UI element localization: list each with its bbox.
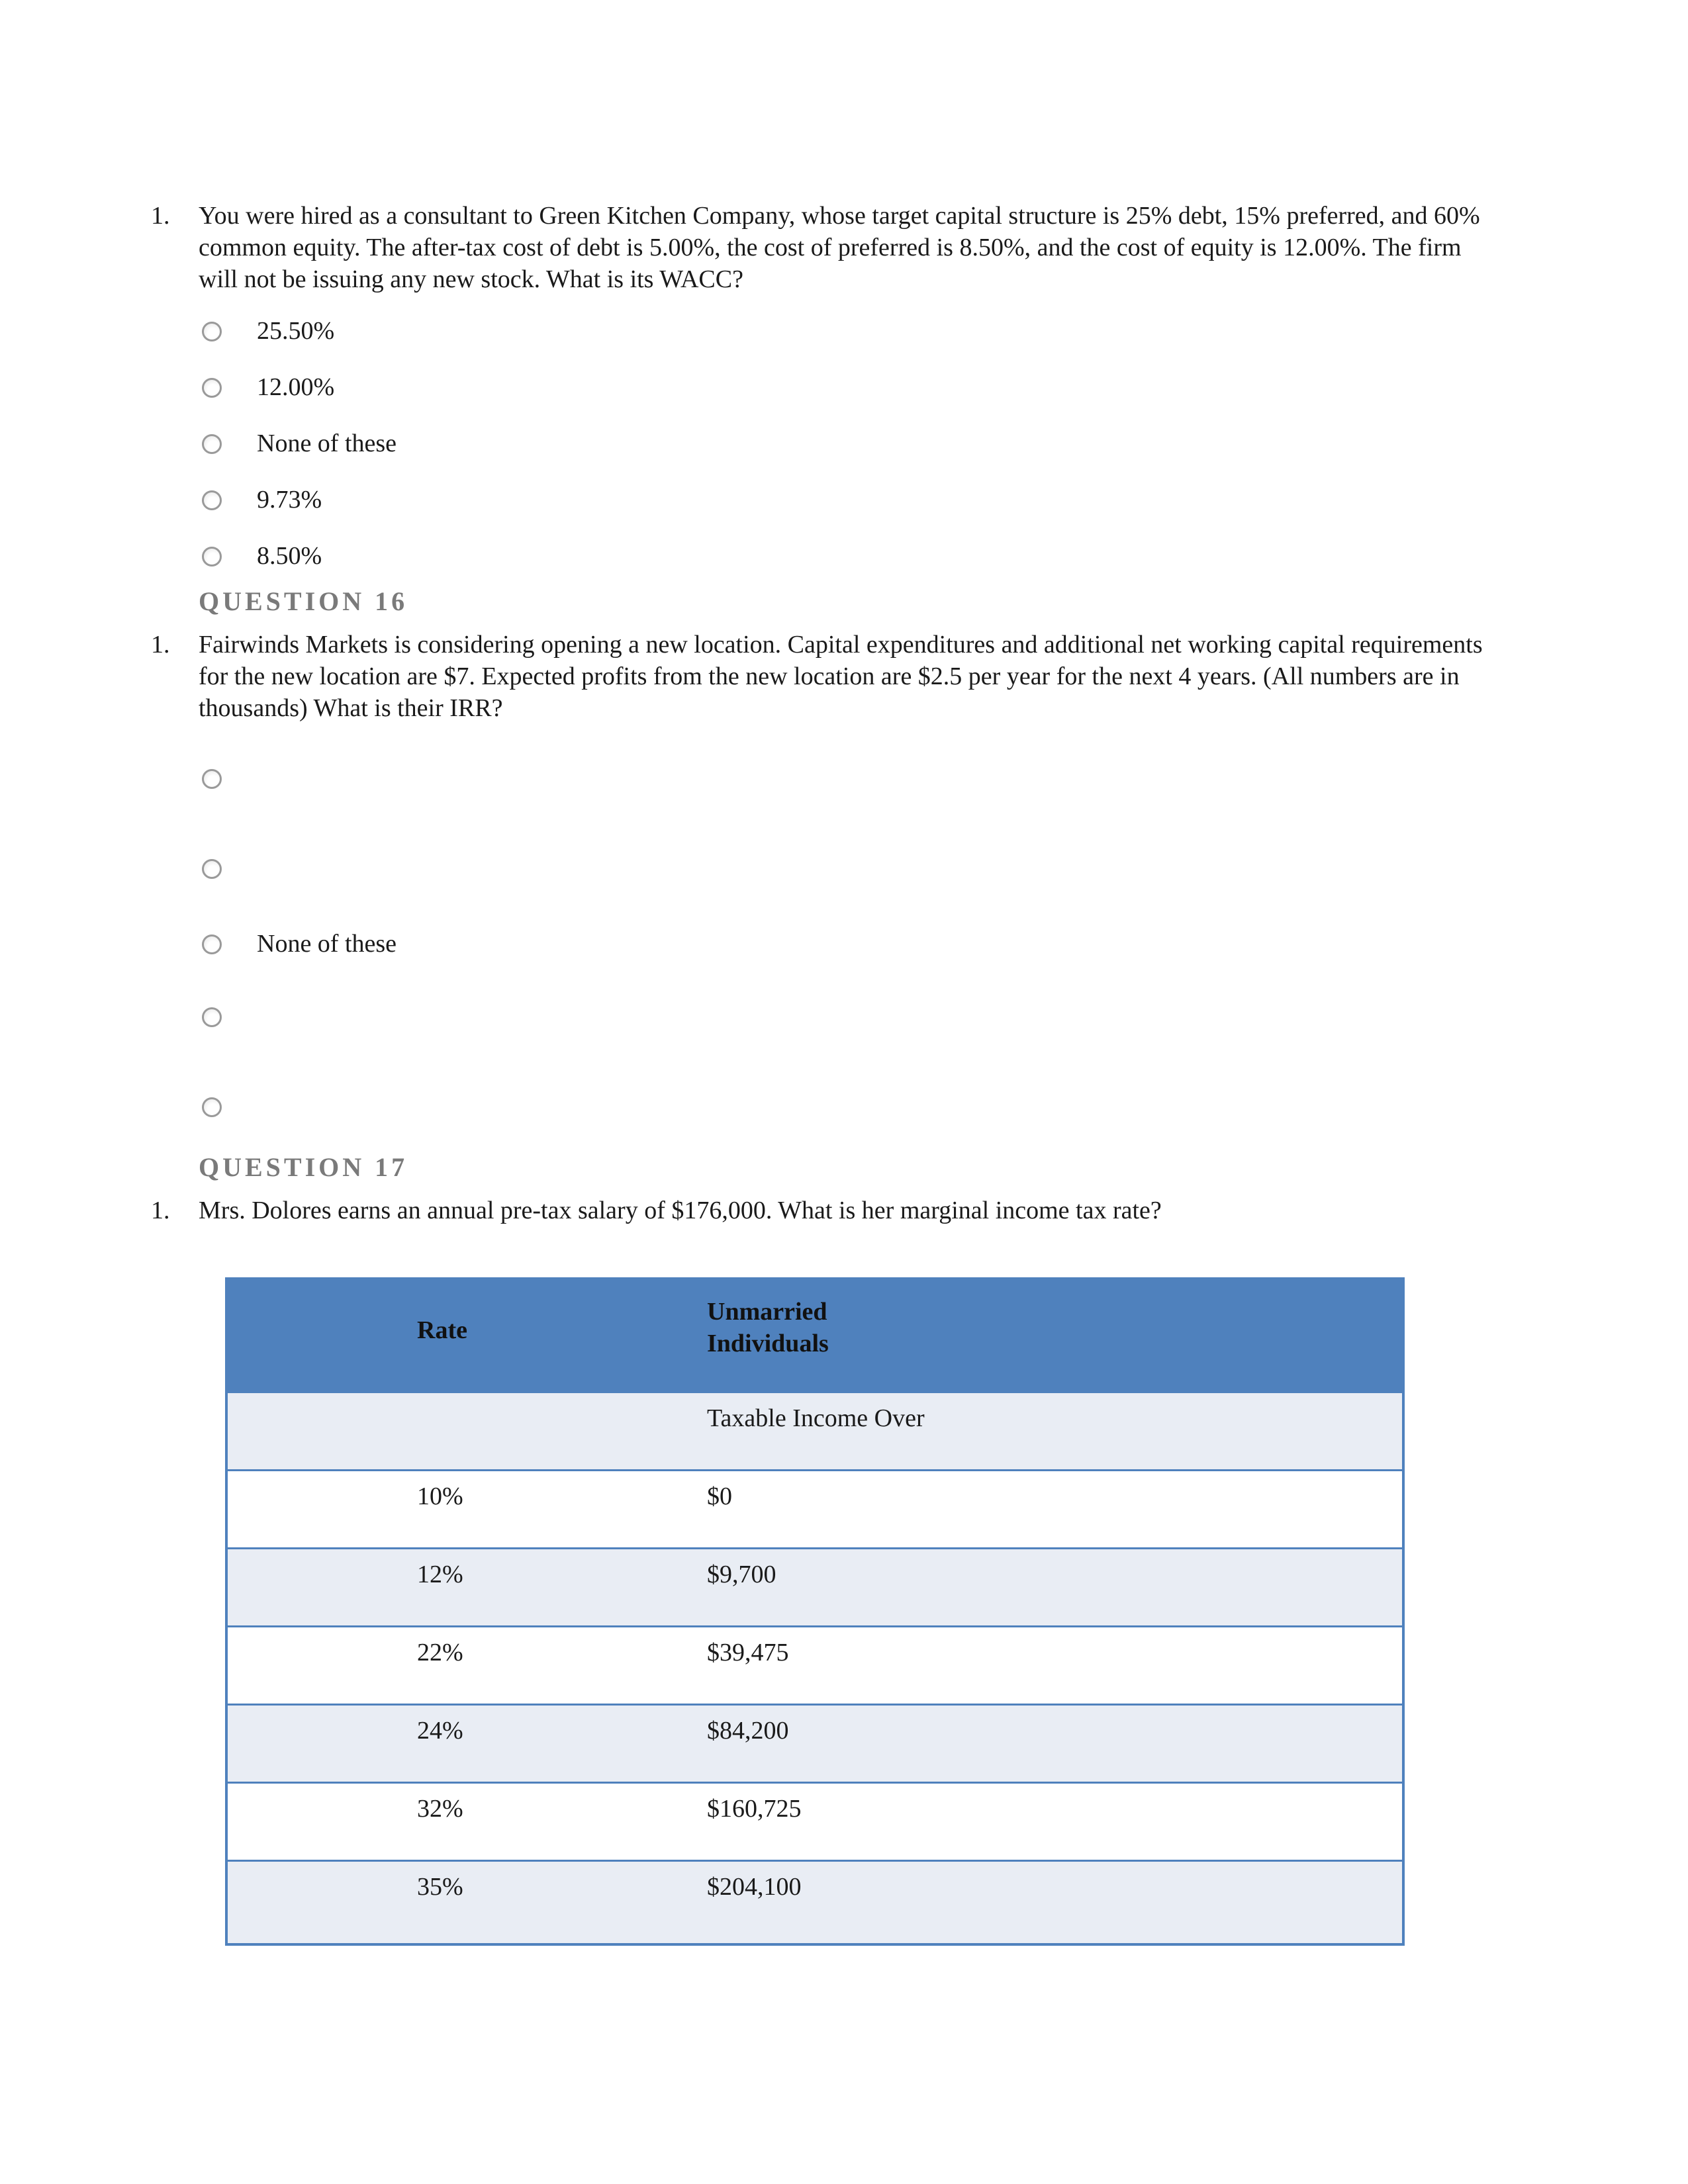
radio-option[interactable] [202, 490, 222, 510]
radio-option[interactable] [202, 322, 222, 341]
option-label: None of these [257, 930, 397, 958]
rate-cell: 32% [417, 1795, 463, 1823]
income-cell: $39,475 [707, 1639, 789, 1666]
question-text: Fairwinds Markets is considering opening a new location. Capital expenditures and additional net working capital requirements for the new location are $7. Expected profits from the new location are $2.5 per year for the next 4 years. (All numbers are in thousands) What is their IRR? [199, 631, 1483, 722]
option-label: 12.00% [257, 373, 335, 401]
radio-option[interactable] [202, 1097, 222, 1117]
radio-option[interactable] [202, 934, 222, 954]
rate-cell: 24% [417, 1717, 463, 1745]
table-row [228, 1782, 1402, 1860]
radio-option[interactable] [202, 1007, 222, 1027]
rate-cell: 10% [417, 1482, 463, 1510]
table-row [228, 1704, 1402, 1782]
option-label: 8.50% [257, 542, 322, 570]
question-header: QUESTION 16 [199, 586, 408, 616]
option-label: None of these [257, 430, 397, 457]
income-cell: $9,700 [707, 1561, 776, 1588]
table-row [228, 1860, 1402, 1943]
radio-option[interactable] [202, 769, 222, 789]
option-label: 25.50% [257, 317, 335, 345]
subheader-taxable-income: Taxable Income Over [707, 1404, 925, 1432]
question-text: You were hired as a consultant to Green Kitchen Company, whose target capital structure is 25% debt, 15% preferred, and 60% common equity. The after-tax cost of debt is 5.00%, the cost of preferred is 8.50%, and the cost of equity is 12.00%. The firm will not be issuing any new stock. What is its WACC? [199, 202, 1480, 293]
question-text: Mrs. Dolores earns an annual pre-tax salary of $176,000. What is her marginal income tax rate? [199, 1197, 1162, 1224]
radio-option[interactable] [202, 434, 222, 454]
rate-cell: 12% [417, 1561, 463, 1588]
question-number: 1. [151, 202, 170, 230]
radio-option[interactable] [202, 859, 222, 879]
income-cell: $84,200 [707, 1717, 789, 1745]
table-row [228, 1469, 1402, 1547]
rate-cell: 22% [417, 1639, 463, 1666]
radio-option[interactable] [202, 378, 222, 398]
tax-bracket-table [225, 1277, 1405, 1946]
header-rate: Rate [417, 1316, 467, 1344]
question-number: 1. [151, 631, 170, 659]
income-cell: $0 [707, 1482, 732, 1510]
table-subheader-row [228, 1391, 1402, 1469]
table-header-row [228, 1280, 1402, 1392]
radio-option[interactable] [202, 547, 222, 567]
rate-cell: 35% [417, 1873, 463, 1901]
option-label: 9.73% [257, 486, 322, 514]
header-unmarried: Unmarried [707, 1298, 827, 1326]
income-cell: $204,100 [707, 1873, 802, 1901]
table-row [228, 1547, 1402, 1625]
question-number: 1. [151, 1197, 170, 1224]
header-individuals: Individuals [707, 1330, 829, 1357]
income-cell: $160,725 [707, 1795, 802, 1823]
table-row [228, 1625, 1402, 1704]
question-header: QUESTION 17 [199, 1152, 408, 1182]
